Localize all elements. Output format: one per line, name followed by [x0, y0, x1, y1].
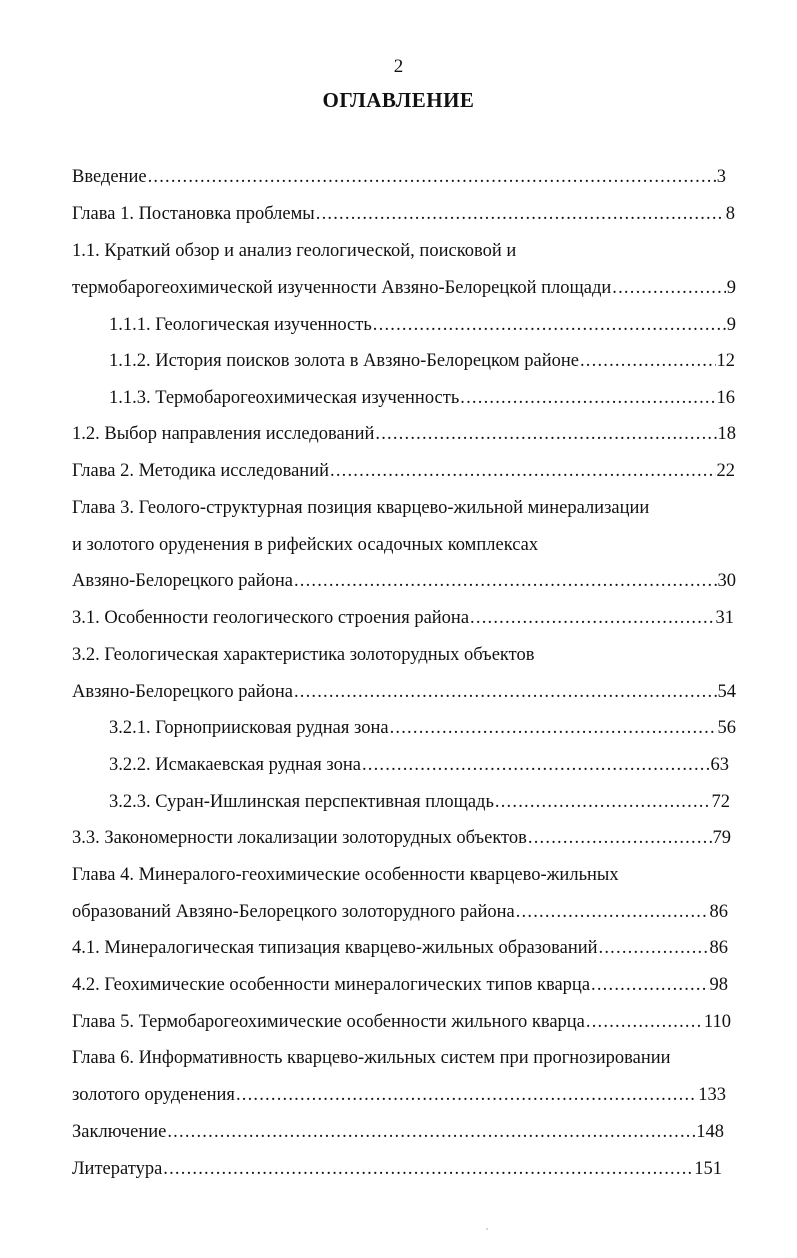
toc-entry-chapter-5[interactable]	[72, 1009, 731, 1035]
dot-leader	[528, 825, 712, 851]
dot-leader	[163, 1156, 693, 1182]
toc-entry-3-2-1[interactable]	[109, 715, 736, 741]
dot-leader	[362, 752, 710, 778]
toc-entry-page: 18	[717, 424, 736, 444]
toc-entry-1-2[interactable]	[72, 421, 736, 447]
toc-entry-page: 148	[696, 1122, 724, 1142]
dot-leader	[390, 715, 717, 741]
dot-leader	[470, 605, 714, 631]
toc-entry-title: Заключение	[72, 1122, 167, 1142]
page-number: 2	[393, 56, 404, 77]
toc-entry-page: 151	[694, 1159, 722, 1179]
toc-entry-1-1-1[interactable]	[109, 312, 736, 338]
toc-entry-title: Введение	[72, 167, 147, 187]
toc-entry-page: 79	[712, 828, 731, 848]
dot-leader	[167, 1119, 695, 1145]
dot-leader	[294, 679, 717, 705]
toc-entry-page: 3	[716, 167, 726, 187]
scan-speck	[486, 1228, 488, 1230]
dot-leader	[375, 421, 716, 447]
toc-entry-title: 1.1.1. Геологическая изученность	[109, 315, 372, 335]
dot-leader	[330, 458, 716, 484]
toc-entry-title: Литература	[72, 1159, 163, 1179]
toc-entry-title: Глава 1. Постановка проблемы	[72, 204, 315, 224]
toc-entry-page: 9	[726, 315, 736, 335]
toc-entry-title: 3.2.2. Исмакаевская рудная зона	[109, 755, 361, 775]
toc-entry-page: 30	[717, 571, 736, 591]
toc-entry-page: 56	[717, 718, 736, 738]
toc-entry-page: 63	[710, 755, 729, 775]
toc-entry-chapter-3[interactable]	[72, 568, 736, 594]
toc-entry-3-3[interactable]	[72, 825, 731, 851]
toc-entry-chapter-3-line1: Глава 3. Геолого-структурная позиция кварцево-жильной минерализации	[72, 498, 650, 518]
toc-entry-page: 98	[709, 975, 728, 995]
toc-entry-title: Глава 5. Термобарогеохимические особенности жильного кварца	[72, 1012, 585, 1032]
toc-entry-3-2-3[interactable]	[109, 789, 730, 815]
toc-entry-page: 72	[711, 792, 730, 812]
toc-entry-chapter-6-line1: Глава 6. Информативность кварцево-жильных систем при прогнозировании	[72, 1048, 671, 1068]
toc-entry-title: золотого оруденения	[72, 1085, 235, 1105]
page-title: ОГЛАВЛЕНИЕ	[322, 88, 475, 112]
toc-entry-3-2-2[interactable]	[109, 752, 729, 778]
toc-entry-chapter-4-line1: Глава 4. Минералого-геохимические особенности кварцево-жильных	[72, 865, 619, 885]
dot-leader	[516, 899, 709, 925]
toc-entry-title: 1.1.2. История поисков золота в Авзяно-Белорецком районе	[109, 351, 579, 371]
toc-entry-chapter-6[interactable]	[72, 1082, 726, 1108]
toc-entry-page: 86	[709, 938, 728, 958]
toc-entry-page: 9	[726, 278, 736, 298]
dot-leader	[591, 972, 708, 998]
toc-entry-title: 3.3. Закономерности локализации золоторудных объектов	[72, 828, 527, 848]
dot-leader	[586, 1009, 703, 1035]
toc-entry-title: 3.1. Особенности геологического строения района	[72, 608, 470, 628]
toc-entry-chapter-3-line2: и золотого оруденения в рифейских осадочных комплексах	[72, 535, 539, 555]
toc-entry-page: 22	[716, 461, 735, 481]
toc-entry-chapter-2[interactable]	[72, 458, 735, 484]
toc-entry-title: 3.2.1. Горноприисковая рудная зона	[109, 718, 389, 738]
toc-entry-page: 8	[725, 204, 735, 224]
toc-entry-1-1-3[interactable]	[109, 385, 735, 411]
toc-entry-3-1[interactable]	[72, 605, 734, 631]
toc-entry-title: 1.2. Выбор направления исследований	[72, 424, 375, 444]
toc-entry-4-1[interactable]	[72, 935, 728, 961]
toc-entry-chapter-1[interactable]	[72, 201, 735, 227]
dot-leader	[294, 568, 717, 594]
dot-leader	[460, 385, 715, 411]
toc-entry-1-1-line1: 1.1. Краткий обзор и анализ геологической, поисковой и	[72, 241, 517, 261]
toc-entry-title: термобарогеохимической изученности Авзяно-Белорецкой площади	[72, 278, 612, 298]
toc-entry-chapter-4[interactable]	[72, 899, 728, 925]
toc-entry-title: 4.1. Минералогическая типизация кварцево-жильных образований	[72, 938, 598, 958]
toc-entry-title: образований Авзяно-Белорецкого золоторудного района	[72, 902, 515, 922]
dot-leader	[236, 1082, 697, 1108]
toc-entry-title: 3.2.3. Суран-Ишлинская перспективная площадь	[109, 792, 494, 812]
toc-entry-conclusion[interactable]	[72, 1119, 724, 1145]
dot-leader	[580, 348, 716, 374]
toc-entry-title: Авзяно-Белорецкого района	[72, 682, 293, 702]
dot-leader	[495, 789, 711, 815]
toc-entry-page: 16	[716, 388, 735, 408]
dot-leader	[599, 935, 709, 961]
dot-leader	[373, 312, 726, 338]
toc-entry-introduction[interactable]	[72, 164, 726, 190]
toc-entry-page: 12	[716, 351, 735, 371]
toc-entry-page: 133	[698, 1085, 726, 1105]
toc-entry-title: 4.2. Геохимические особенности минералогических типов кварца	[72, 975, 591, 995]
toc-entry-page: 54	[717, 682, 736, 702]
toc-entry-1-1-2[interactable]	[109, 348, 735, 374]
toc-entry-title: Авзяно-Белорецкого района	[72, 571, 293, 591]
toc-entry-1-1[interactable]	[72, 275, 736, 301]
dot-leader	[612, 275, 725, 301]
toc-entry-3-2-line1: 3.2. Геологическая характеристика золоторудных объектов	[72, 645, 535, 665]
toc-entry-page: 86	[709, 902, 728, 922]
dot-leader	[148, 164, 716, 190]
toc-entry-page: 110	[703, 1012, 731, 1032]
toc-entry-page: 31	[715, 608, 734, 628]
toc-entry-title: 1.1.3. Термобарогеохимическая изученность	[109, 388, 460, 408]
toc-entry-references[interactable]	[72, 1156, 722, 1182]
toc-entry-3-2[interactable]	[72, 679, 736, 705]
toc-entry-title: Глава 2. Методика исследований	[72, 461, 329, 481]
toc-entry-4-2[interactable]	[72, 972, 728, 998]
dot-leader	[316, 201, 725, 227]
